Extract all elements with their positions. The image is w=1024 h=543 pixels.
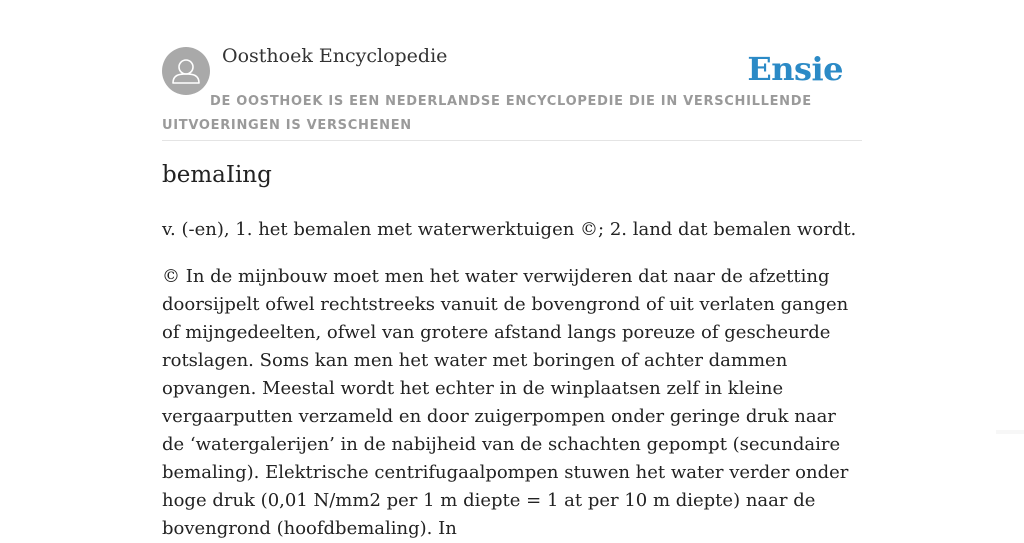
ensie-logo-link[interactable]: Ensie [747, 50, 843, 88]
content-container [162, 0, 862, 539]
decorative-divider [996, 430, 1024, 434]
source-header [162, 0, 862, 141]
source-name-link[interactable]: Oosthoek Encyclopedie [222, 45, 448, 67]
user-avatar-icon[interactable] [162, 47, 210, 95]
entry-body: © In de mijnbouw moet men het water verwijderen dat naar de afzetting doorsijpelt ofwel rechtstreeks vanuit de bovengrond of uit verlaten gangen of mijngedeelten, ofwel van grotere afstand langs poreuze of gescheurde rotslagen. Soms kan men het water met boringen of achter dammen opvangen. Meestal wordt het echter in de winplaatsen zelf in kleine vergaarputten verzameld en door zuigerpompen onder geringe druk naar de ‘watergalerijen’ in de nabijheid van de schachten gepompt (secundaire bemaling). Elektrische centrifugaalpompen stuwen het water verder onder hoge druk (0,01 N/mm2 per 1 m diepte = 1 at per 10 m diepte) naar de bovengrond (hoofdbemaling). In [162, 266, 849, 539]
entry-title: bemaIing [162, 162, 272, 188]
entry-definition: v. (-en), 1. het bemalen met waterwerktuigen ©; 2. land dat bemalen wordt. [162, 219, 857, 240]
source-description: DE OOSTHOEK IS EEN NEDERLANDSE ENCYCLOPEDIE DIE IN VERSCHILLENDE UITVOERINGEN IS VERSCHENEN [162, 94, 812, 133]
